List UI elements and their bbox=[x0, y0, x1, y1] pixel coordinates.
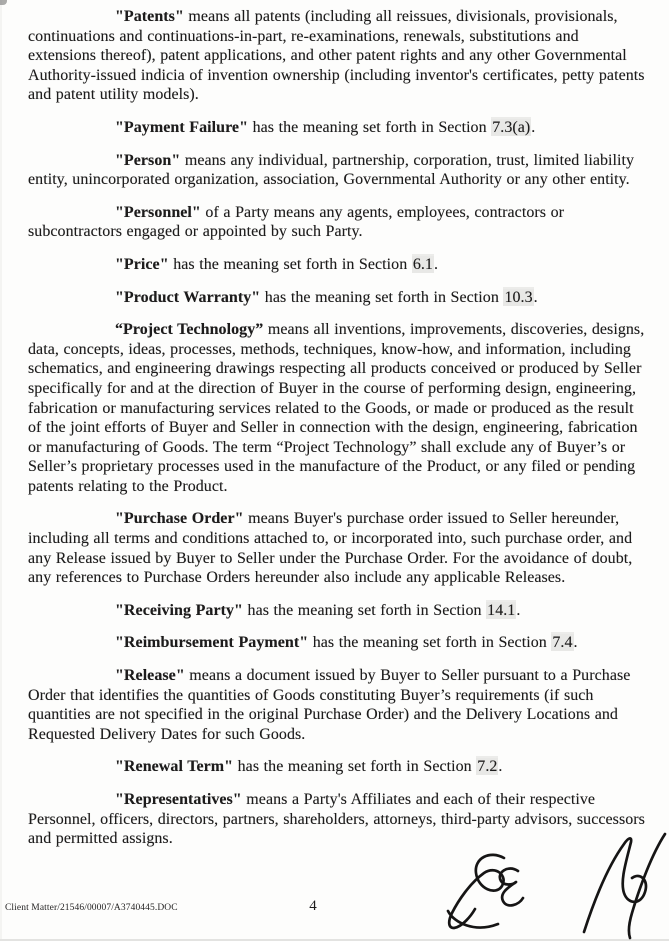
definition-release bbox=[28, 666, 645, 744]
page-number: 4 bbox=[309, 898, 317, 914]
definitions-text-block bbox=[28, 7, 645, 862]
definition-representatives bbox=[28, 790, 645, 849]
definition-body: has the meaning set forth in Section bbox=[248, 118, 492, 136]
handwritten-initials-left bbox=[444, 850, 530, 936]
section-reference: 14.1 bbox=[487, 601, 516, 619]
definition-body: means all inventions, improvements, discoveries, designs, data, concepts, ideas, processes, methods, techniques, know-how, and information, including schematics, and engineering drawings respecting all products conceived or produced by Seller specifically for and at the direction of Buyer in the course of performing design, engineering, fabrication or manufacturing services related to the Goods, or made or produced as the result of the joint efforts of Buyer and Seller in connection with the design, engineering, fabrication or manufacturing of Goods. The term “Project Technology” shall exclude any of Buyer’s or Seller’s proprietary processes used in the manufacture of the Product, or any filed or pending patents relating to the Product. bbox=[28, 321, 645, 495]
definition-body: has the meaning set forth in Section bbox=[260, 288, 504, 306]
defined-term: "Renewal Term" bbox=[115, 758, 234, 776]
definition-person bbox=[28, 151, 645, 190]
definition-body: means all patents (including all reissues, divisionals, provisionals, continuations and continuations-in-part, re-examinations, renewals, substitutions and extensions thereof), patent applications, and other patent rights and any other Governmental Authority-issued indicia of invention ownership (including inventor's certificates, petty patents and patent utility models). bbox=[28, 8, 645, 104]
defined-term: "Reimbursement Payment" bbox=[115, 634, 309, 652]
defined-term: "Release" bbox=[115, 667, 185, 685]
definition-body: has the meaning set forth in Section bbox=[308, 634, 552, 652]
definition-body: has the meaning set forth in Section bbox=[233, 758, 477, 776]
section-reference: 7.2 bbox=[477, 758, 498, 776]
definition-personnel bbox=[28, 203, 645, 242]
footer-doc-id: Client Matter/21546/00007/A3740445.DOC bbox=[5, 903, 178, 913]
defined-term: "Personnel" bbox=[115, 203, 201, 221]
definition-product-warranty: "Product Warranty" has the meaning set forth in Section 10.3. bbox=[115, 288, 538, 306]
defined-term: "Payment Failure" bbox=[115, 118, 249, 136]
definition-body: means a document issued by Buyer to Seller pursuant to a Purchase Order that identifies the quantities of Goods constituting Buyer’s requirements (if such quantities are not specified in the original Purchase Order) and the Delivery Locations and Requested Delivery Dates for such Goods. bbox=[28, 667, 631, 743]
defined-term: "Price" bbox=[115, 255, 169, 273]
definition-price: "Price" has the meaning set forth in Section 6.1. bbox=[115, 255, 439, 273]
definition-body: means Buyer's purchase order issued to Seller hereunder, including all terms and conditions attached to, or incorporated into, such purchase order, and any Release issued by Buyer to Seller under the Purchase Order. For the avoidance of doubt, any references to Purchase Orders hereunder also include any applicable Releases. bbox=[28, 510, 633, 587]
definition-body: means a Party's Affiliates and each of their respective Personnel, officers, directors, partners, shareholders, attorneys, third-party advisors, successors and permitted assigns. bbox=[28, 791, 645, 848]
definition-payment-failure: "Payment Failure" has the meaning set forth in Section 7.3(a). bbox=[115, 118, 536, 136]
definition-patents bbox=[28, 7, 645, 105]
definition-body: has the meaning set forth in Section bbox=[242, 601, 487, 619]
defined-term: "Patents" bbox=[115, 8, 184, 25]
definition-purchase-order bbox=[28, 509, 645, 587]
defined-term: "Purchase Order" bbox=[115, 510, 244, 528]
defined-term: "Product Warranty" bbox=[115, 288, 261, 306]
section-reference: 10.3 bbox=[504, 288, 533, 306]
defined-term: "Person" bbox=[115, 151, 181, 169]
section-reference: 7.3(a) bbox=[492, 118, 531, 136]
handwritten-initials-right bbox=[578, 831, 669, 941]
definition-body: means any individual, partnership, corporation, trust, limited liability entity, unincorporated organization, association, Governmental Authority or any other entity. bbox=[28, 151, 635, 189]
definition-body: of a Party means any agents, employees, contractors or subcontractors engaged or appointed by such Party. bbox=[28, 203, 565, 241]
signature-stroke bbox=[500, 868, 523, 905]
defined-term: “Project Technology” bbox=[115, 321, 264, 339]
section-reference: 6.1 bbox=[412, 255, 433, 273]
section-reference: 7.4 bbox=[552, 634, 573, 652]
signature-stroke bbox=[449, 855, 504, 928]
signature-stroke bbox=[584, 838, 646, 932]
definition-reimbursement-payment: "Reimbursement Payment" has the meaning set forth in Section 7.4. bbox=[115, 634, 578, 652]
defined-term: "Representatives" bbox=[115, 791, 242, 808]
defined-term: "Receiving Party" bbox=[115, 601, 243, 619]
definition-renewal-term: "Renewal Term" has the meaning set forth in Section 7.2. bbox=[115, 758, 503, 776]
definition-receiving-party: "Receiving Party" has the meaning set forth in Section 14.1. bbox=[115, 601, 521, 619]
scan-artifact-corner bbox=[0, 0, 7, 5]
definition-project-technology bbox=[28, 320, 645, 496]
definition-body: has the meaning set forth in Section bbox=[168, 255, 412, 273]
